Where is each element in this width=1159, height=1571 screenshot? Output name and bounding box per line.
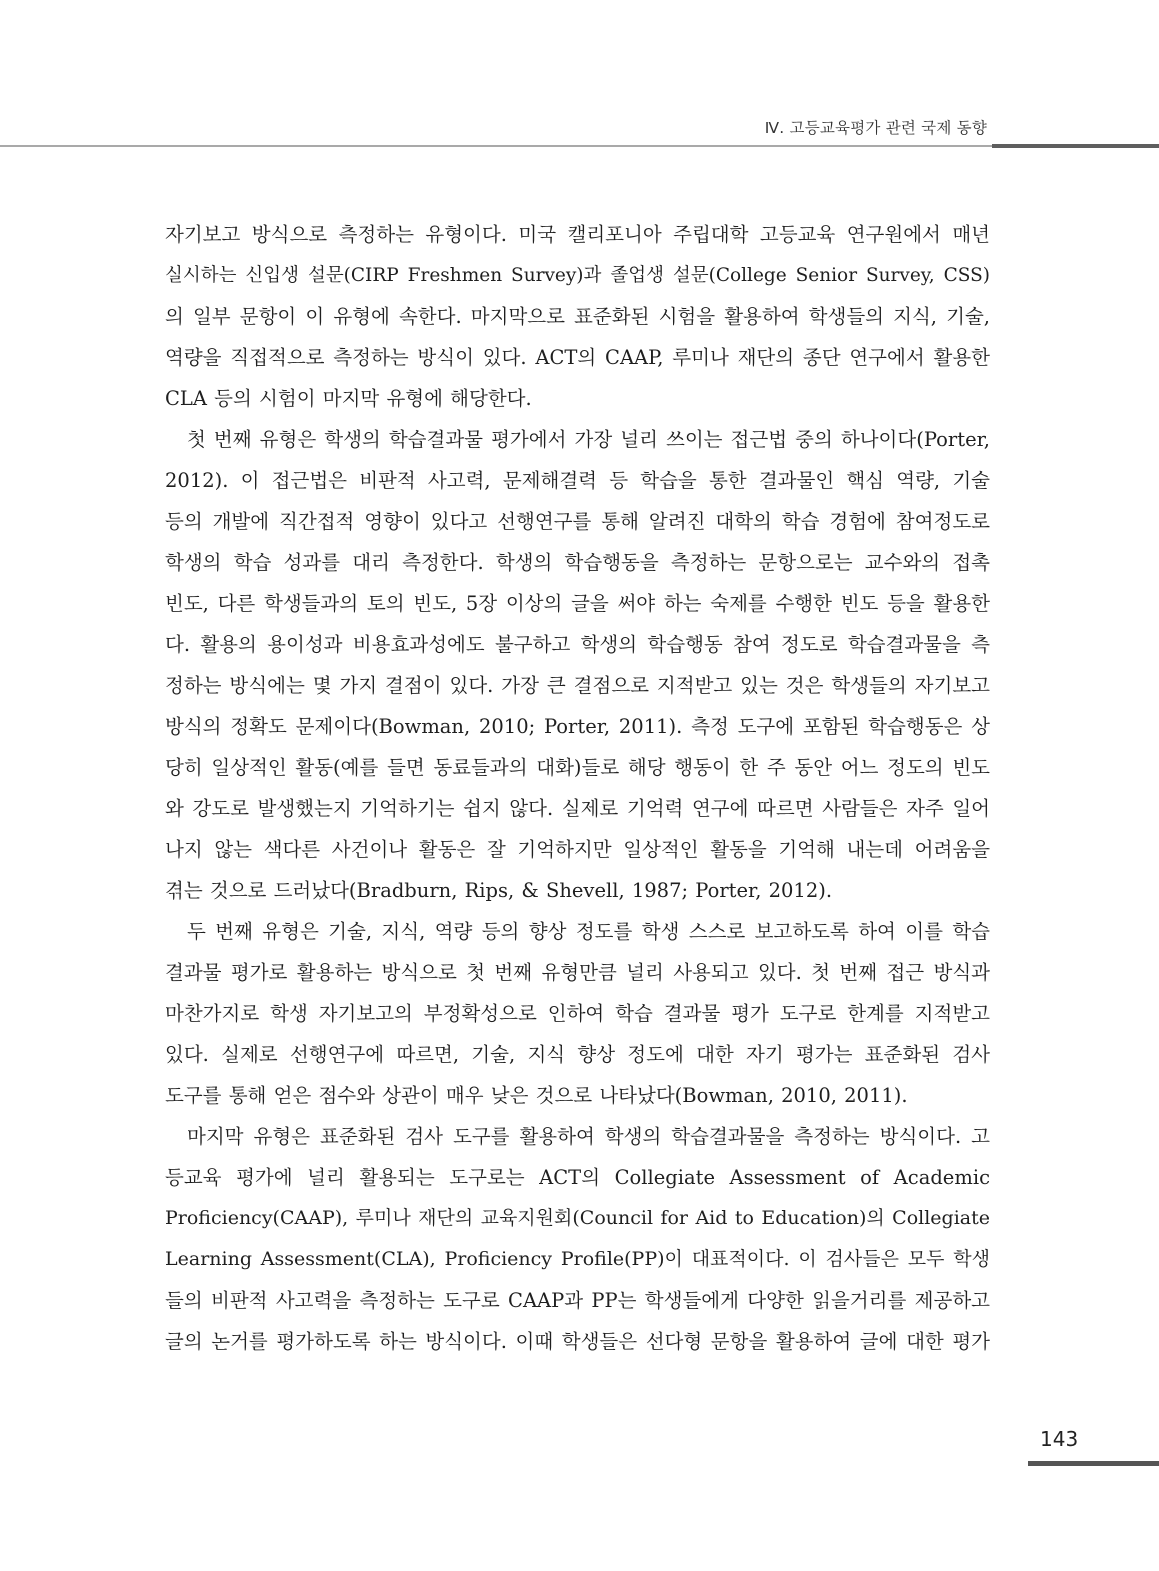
text-line: 있다. 실제로 선행연구에 따르면, 기술, 지식 향상 정도에 대한 자기 평가는 표준화된 검사 [165, 1043, 990, 1066]
text-line: 마찬가지로 학생 자기보고의 부정확성으로 인하여 학습 결과물 평가 도구로 한계를 지적받고 [165, 1002, 990, 1025]
text-line: 첫 번째 유형은 학생의 학습결과물 평가에서 가장 널리 쓰이는 접근법 중의 하나이다(Porter, [187, 428, 990, 451]
text-line: 당히 일상적인 활동(예를 들면 동료들과의 대화)들로 해당 행동이 한 주 동안 어느 정도의 빈도 [165, 756, 990, 779]
text-line: 역량을 직접적으로 측정하는 방식이 있다. ACT의 CAAP, 루미나 재단의 종단 연구에서 활용한 [165, 346, 990, 369]
text-line: 와 강도로 발생했는지 기억하기는 쉽지 않다. 실제로 기억력 연구에 따르면 사람들은 자주 일어 [165, 797, 990, 820]
text-line: 등의 개발에 직간접적 영향이 있다고 선행연구를 통해 알려진 대학의 학습 경험에 참여정도로 [165, 510, 990, 533]
text-line: 들의 비판적 사고력을 측정하는 도구로 CAAP과 PP는 학생들에게 다양한 읽을거리를 제공하고 [165, 1289, 990, 1312]
text-line: 학생의 학습 성과를 대리 측정한다. 학생의 학습행동을 측정하는 문항으로는 교수와의 접촉 [165, 551, 990, 574]
text-line: 글의 논거를 평가하도록 하는 방식이다. 이때 학생들은 선다형 문항을 활용하여 글에 대한 평가 [165, 1330, 990, 1353]
text-line: 자기보고 방식으로 측정하는 유형이다. 미국 캘리포니아 주립대학 고등교육 연구원에서 매년 [165, 223, 990, 246]
text-line: 결과물 평가로 활용하는 방식으로 첫 번째 유형만큼 널리 사용되고 있다. 첫 번째 접근 방식과 [165, 961, 990, 984]
page-number: 143 [1040, 1427, 1079, 1451]
header-rule-accent [992, 144, 1159, 148]
running-header: Ⅳ. 고등교육평가 관련 국제 동향 [764, 119, 987, 137]
text-line: 도구를 통해 얻은 점수와 상관이 매우 낮은 것으로 나타났다(Bowman, 2010, 2011). [165, 1084, 908, 1107]
text-line: 의 일부 문항이 이 유형에 속한다. 마지막으로 표준화된 시험을 활용하여 학생들의 지식, 기술, [165, 305, 990, 328]
footer-rule [1028, 1461, 1159, 1466]
text-line: 겪는 것으로 드러났다(Bradburn, Rips, & Shevell, 1987; Porter, 2012). [165, 879, 833, 902]
text-line: CLA 등의 시험이 마지막 유형에 해당한다. [165, 387, 532, 410]
text-line: Learning Assessment(CLA), Proficiency Profile(PP)이 대표적이다. 이 검사들은 모두 학생 [165, 1248, 990, 1270]
text-line: 다. 활용의 용이성과 비용효과성에도 불구하고 학생의 학습행동 참여 정도로 학습결과물을 측 [165, 633, 990, 656]
body-text [165, 214, 990, 1362]
text-line: 마지막 유형은 표준화된 검사 도구를 활용하여 학생의 학습결과물을 측정하는 방식이다. 고 [187, 1125, 990, 1148]
text-line: 2012). 이 접근법은 비판적 사고력, 문제해결력 등 학습을 통한 결과물인 핵심 역량, 기술 [165, 469, 990, 492]
text-line: 방식의 정확도 문제이다(Bowman, 2010; Porter, 2011). 측정 도구에 포함된 학습행동은 상 [165, 715, 990, 738]
text-line: 실시하는 신입생 설문(CIRP Freshmen Survey)과 졸업생 설문(College Senior Survey, CSS) [165, 265, 990, 286]
text-line: 정하는 방식에는 몇 가지 결점이 있다. 가장 큰 결점으로 지적받고 있는 것은 학생들의 자기보고 [165, 674, 990, 697]
text-line: 나지 않는 색다른 사건이나 활동은 잘 기억하지만 일상적인 활동을 기억해 내는데 어려움을 [165, 838, 990, 861]
text-line: 등교육 평가에 널리 활용되는 도구로는 ACT의 Collegiate Assessment of Academic [165, 1166, 990, 1189]
text-line: 빈도, 다른 학생들과의 토의 빈도, 5장 이상의 글을 써야 하는 숙제를 수행한 빈도 등을 활용한 [165, 592, 990, 615]
header-rule [0, 145, 992, 147]
text-line: 두 번째 유형은 기술, 지식, 역량 등의 향상 정도를 학생 스스로 보고하도록 하여 이를 학습 [187, 920, 990, 943]
text-line: Proficiency(CAAP), 루미나 재단의 교육지원회(Council for Aid to Education)의 Collegiate [165, 1207, 990, 1229]
